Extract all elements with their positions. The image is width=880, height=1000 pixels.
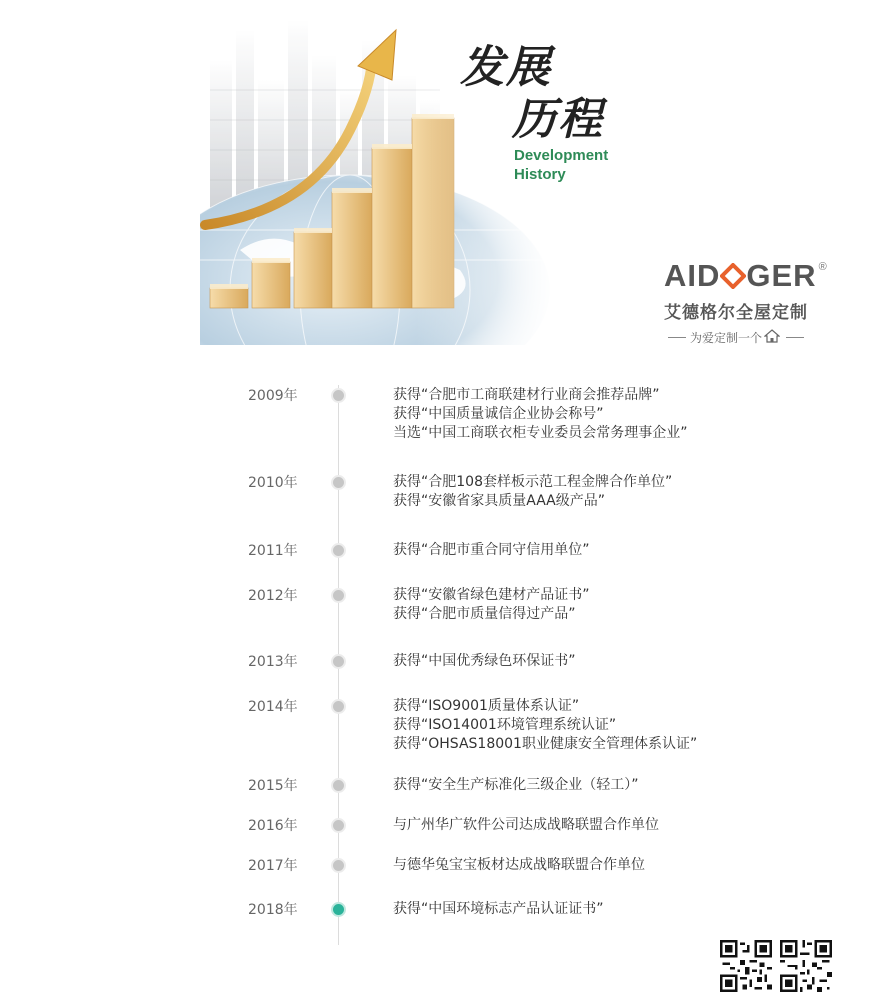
- timeline-year: 2014年: [248, 699, 298, 715]
- diamond-icon: [720, 262, 746, 296]
- timeline-events: [393, 697, 813, 754]
- timeline-event: 获得“中国质量诚信企业协会称号”: [393, 406, 604, 422]
- timeline-year: 2013年: [248, 654, 298, 670]
- house-icon: [764, 329, 780, 346]
- qr-code-icon: [720, 940, 772, 992]
- brand-wordmark: [664, 250, 854, 296]
- timeline-year: 2017年: [248, 858, 298, 874]
- timeline-event: 获得“安徽省家具质量AAA级产品”: [393, 493, 606, 509]
- timeline-dot: [331, 475, 346, 490]
- timeline-event: 与德华兔宝宝板材达成战略联盟合作单位: [393, 857, 645, 873]
- timeline-event: 与广州华广软件公司达成战略联盟合作单位: [393, 817, 659, 833]
- brand-name-cn: 艾德格尔全屋定制: [664, 303, 808, 323]
- timeline-year: 2015年: [248, 778, 298, 794]
- timeline-year: 2012年: [248, 588, 298, 604]
- timeline-events: [393, 386, 813, 443]
- timeline-event: 获得“中国环境标志产品认证证书”: [393, 901, 604, 917]
- slogan-text: 为爱定制一个: [690, 331, 763, 345]
- slogan-right-dash: [786, 337, 804, 338]
- timeline-events: [393, 856, 813, 875]
- timeline-events: [393, 900, 813, 919]
- timeline-dot-active: [331, 902, 346, 917]
- timeline-event: 获得“安徽省绿色建材产品证书”: [393, 587, 590, 603]
- timeline-year: 2016年: [248, 818, 298, 834]
- header-banner: [200, 0, 680, 345]
- title-en-line1: Development: [514, 147, 609, 164]
- registered-mark: ®: [818, 261, 828, 273]
- qr-code-left: [720, 940, 772, 992]
- timeline-dot: [331, 654, 346, 669]
- timeline-events: [393, 816, 813, 835]
- timeline-event: 当选“中国工商联衣柜专业委员会常务理事企业”: [393, 425, 688, 441]
- timeline-dot: [331, 778, 346, 793]
- timeline-events: [393, 541, 813, 560]
- title-en-line2: History: [514, 166, 566, 183]
- brand-name-part2: GER: [746, 258, 817, 293]
- timeline-dot: [331, 543, 346, 558]
- timeline-dot: [331, 858, 346, 873]
- timeline-events: [393, 586, 813, 624]
- timeline-event: 获得“合肥108套样板示范工程金牌合作单位”: [393, 474, 673, 490]
- timeline-year: 2011年: [248, 543, 298, 559]
- timeline-year: 2009年: [248, 388, 298, 404]
- title-cn-line2: 历程: [512, 94, 604, 145]
- brand-name-part1: AID: [664, 258, 721, 293]
- brand-slogan: [664, 329, 854, 346]
- timeline-dot: [331, 699, 346, 714]
- timeline-event: 获得“ISO9001质量体系认证”: [393, 698, 580, 714]
- timeline-axis: [338, 385, 339, 945]
- timeline-events: [393, 776, 813, 795]
- qr-code-icon: [780, 940, 832, 992]
- brand-logo: [664, 250, 854, 346]
- timeline-dot: [331, 818, 346, 833]
- timeline-event: 获得“合肥市重合同守信用单位”: [393, 542, 590, 558]
- timeline-event: 获得“安全生产标准化三级企业（轻工）”: [393, 777, 639, 793]
- timeline-dot: [331, 588, 346, 603]
- timeline-event: 获得“ISO14001环境管理系统认证”: [393, 717, 617, 733]
- timeline-events: [393, 473, 813, 511]
- timeline-event: 获得“中国优秀绿色环保证书”: [393, 653, 576, 669]
- timeline-year: 2018年: [248, 902, 298, 918]
- qr-code-right: [780, 940, 832, 992]
- timeline-event: 获得“合肥市工商联建材行业商会推荐品牌”: [393, 387, 660, 403]
- timeline-event: 获得“合肥市质量信得过产品”: [393, 606, 576, 622]
- title-cn-line1: 发展: [460, 42, 552, 93]
- timeline-event: 获得“OHSAS18001职业健康安全管理体系认证”: [393, 736, 698, 752]
- timeline-year: 2010年: [248, 475, 298, 491]
- timeline-events: [393, 652, 813, 671]
- timeline-dot: [331, 388, 346, 403]
- slogan-left-dash: [668, 337, 686, 338]
